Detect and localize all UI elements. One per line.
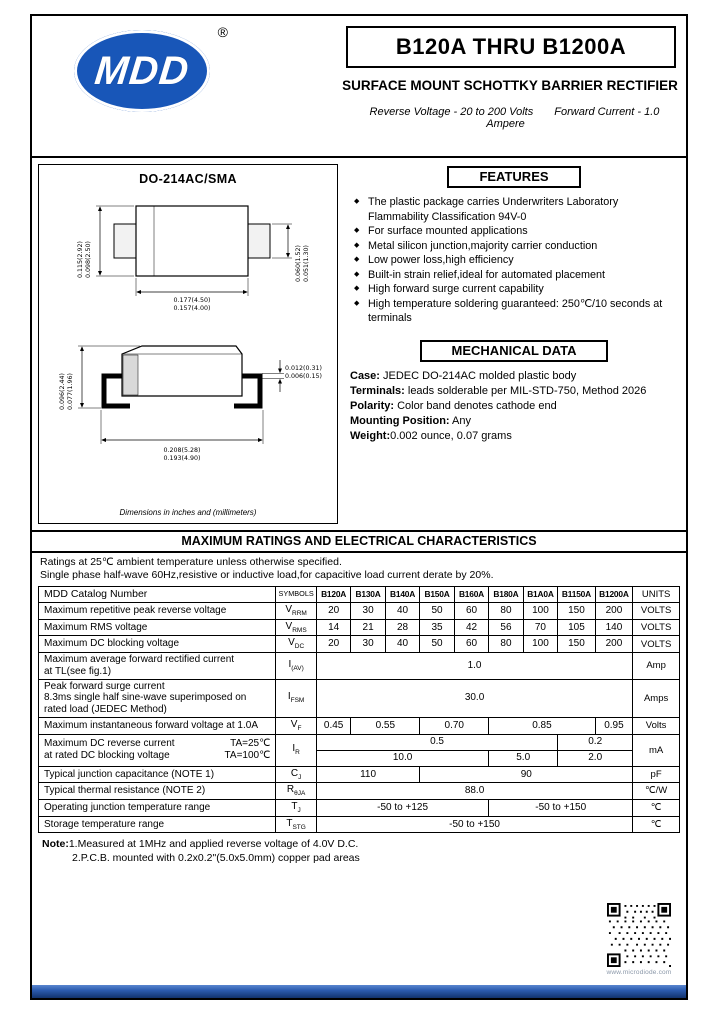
dim-label: 0.060(1.52) bbox=[295, 245, 302, 282]
value-cell: 140 bbox=[595, 619, 633, 636]
unit-cell: ℃ bbox=[633, 799, 680, 816]
param-cell: Maximum RMS voltage bbox=[39, 619, 276, 636]
param-cell: Operating junction temperature range bbox=[39, 799, 276, 816]
device-header: B120A bbox=[316, 587, 350, 603]
unit-cell: Amps bbox=[633, 679, 680, 717]
param-cell: Maximum instantaneous forward voltage at 1.0A bbox=[39, 717, 276, 734]
feature-item bbox=[354, 297, 678, 326]
qr-code bbox=[606, 903, 672, 976]
ratings-section-title: MAXIMUM RATINGS AND ELECTRICAL CHARACTERISTICS bbox=[32, 530, 686, 553]
symbol-cell: $I_{FSM}$ bbox=[276, 679, 317, 717]
unit-cell: ℃/W bbox=[633, 783, 680, 800]
dim-label: 0.077(1.96) bbox=[67, 373, 74, 410]
spec-row-tstg bbox=[39, 816, 680, 833]
spec-row-iav bbox=[39, 652, 680, 679]
symbol-cell: $V_{RRM}$ bbox=[276, 603, 317, 620]
param-cell: Maximum repetitive peak reverse voltage bbox=[39, 603, 276, 620]
value-cell: 35 bbox=[420, 619, 454, 636]
feature-text: High forward surge current capability bbox=[368, 283, 544, 295]
mech-text: 0.002 ounce, 0.07 grams bbox=[390, 429, 512, 442]
dim-label: 0.208(5.28) bbox=[163, 447, 201, 454]
product-subtitle: SURFACE MOUNT SCHOTTKY BARRIER RECTIFIER bbox=[342, 78, 678, 93]
value-cell: 30.0 bbox=[316, 679, 632, 717]
value-cell: 110 bbox=[316, 766, 419, 783]
value-cell: 150 bbox=[558, 636, 596, 653]
diamond-bullet-icon: ◆ bbox=[354, 285, 360, 292]
part-number-title: B120A THRU B1200A bbox=[395, 34, 627, 59]
note-label: Note: bbox=[42, 838, 69, 851]
mech-text: JEDEC DO-214AC molded plastic body bbox=[379, 369, 577, 382]
param-cell: Maximum average forward rectified current at TL(see fig.1) bbox=[39, 652, 276, 679]
mechanical-data-list bbox=[350, 369, 678, 444]
symbol-cell: $V_{DC}$ bbox=[276, 636, 317, 653]
mech-label: Weight: bbox=[350, 429, 391, 442]
tagline-forward-current: Forward Current - 1.0 Ampere bbox=[486, 106, 660, 130]
unit-cell: ℃ bbox=[633, 816, 680, 833]
features-title: FEATURES bbox=[479, 169, 549, 184]
header bbox=[32, 16, 686, 158]
footnotes bbox=[32, 833, 686, 865]
mechanical-row bbox=[350, 429, 678, 444]
package-drawing-panel bbox=[38, 164, 338, 524]
mechanical-row bbox=[350, 399, 678, 414]
diamond-bullet-icon: ◆ bbox=[354, 241, 360, 249]
value-cell: 21 bbox=[351, 619, 385, 636]
diamond-bullet-icon: ◆ bbox=[354, 299, 360, 307]
unit-cell: pF bbox=[633, 766, 680, 783]
param-cell: Typical junction capacitance (NOTE 1) bbox=[39, 766, 276, 783]
device-header: B130A bbox=[351, 587, 385, 603]
website-url: www.microdiode.com bbox=[606, 969, 672, 976]
feature-item bbox=[354, 253, 678, 268]
value-cell: 0.85 bbox=[489, 717, 595, 734]
value-cell: -50 to +125 bbox=[316, 799, 488, 816]
spec-row-vrrm bbox=[39, 603, 680, 620]
value-cell: 0.5 bbox=[316, 734, 557, 750]
value-cell: 30 bbox=[351, 603, 385, 620]
value-cell: 56 bbox=[489, 619, 523, 636]
spec-row-rthja bbox=[39, 783, 680, 800]
value-cell: 90 bbox=[420, 766, 633, 783]
value-cell: 0.45 bbox=[316, 717, 350, 734]
symbol-cell: $V_{RMS}$ bbox=[276, 619, 317, 636]
device-header: B1A0A bbox=[523, 587, 557, 603]
value-cell: 60 bbox=[454, 603, 488, 620]
param-cell: Peak forward surge current 8.3ms single half sine-wave superimposed on rated load (JEDEC Method) bbox=[39, 679, 276, 717]
value-cell: 150 bbox=[558, 603, 596, 620]
symbol-cell: $T_J$ bbox=[276, 799, 317, 816]
units-header: UNITS bbox=[633, 587, 680, 603]
value-cell: 2.0 bbox=[558, 750, 633, 766]
logo-text: MDD bbox=[92, 49, 192, 93]
package-body bbox=[122, 346, 242, 396]
feature-item bbox=[354, 195, 678, 224]
feature-item bbox=[354, 224, 678, 239]
tagline bbox=[338, 106, 682, 130]
table-header-row bbox=[39, 587, 680, 603]
spec-row-vf bbox=[39, 717, 680, 734]
value-cell: 20 bbox=[316, 603, 350, 620]
feature-item bbox=[354, 282, 678, 297]
value-cell: 80 bbox=[489, 636, 523, 653]
feature-item bbox=[354, 268, 678, 283]
feature-text: Low power loss,high efficiency bbox=[368, 254, 514, 266]
param-cell: Storage temperature range bbox=[39, 816, 276, 833]
symbol-cell: $T_{STG}$ bbox=[276, 816, 317, 833]
part-number-title-box bbox=[346, 26, 676, 68]
mechanical-data-heading bbox=[420, 340, 609, 362]
mech-text: leads solderable per MIL-STD-750, Method 2026 bbox=[404, 384, 647, 397]
value-cell: 100 bbox=[523, 603, 557, 620]
features-heading bbox=[447, 166, 580, 188]
value-cell: 14 bbox=[316, 619, 350, 636]
package-body bbox=[136, 206, 248, 276]
anode-lead bbox=[114, 224, 136, 258]
spec-row-ir bbox=[39, 734, 680, 750]
mechanical-row bbox=[350, 369, 678, 384]
dim-label: 0.177(4.50) bbox=[173, 297, 211, 304]
unit-cell: Volts bbox=[633, 717, 680, 734]
ratings-note-1: Ratings at 25℃ ambient temperature unless otherwise specified. bbox=[40, 556, 342, 568]
dim-label: 0.051(1.30) bbox=[303, 245, 310, 282]
spec-row-vrms bbox=[39, 619, 680, 636]
mechanical-row bbox=[350, 384, 678, 399]
device-header: B160A bbox=[454, 587, 488, 603]
value-cell: 28 bbox=[385, 619, 419, 636]
value-cell: -50 to +150 bbox=[489, 799, 633, 816]
dim-label: 0.115(2.92) bbox=[77, 241, 84, 278]
cathode-lead bbox=[248, 224, 270, 258]
ratings-note-2: Single phase half-wave 60Hz,resistive or inductive load,for capacitive load current derate by 20%. bbox=[40, 569, 494, 581]
feature-text: Metal silicon junction,majority carrier conduction bbox=[368, 239, 598, 252]
package-top-view-drawing bbox=[44, 188, 332, 316]
value-cell: 42 bbox=[454, 619, 488, 636]
value-cell: 88.0 bbox=[316, 783, 632, 800]
mech-label: Polarity: bbox=[350, 399, 395, 412]
catalog-header: MDD Catalog Number bbox=[39, 587, 276, 603]
unit-cell: Amp bbox=[633, 652, 680, 679]
param-cell: Maximum DC blocking voltage bbox=[39, 636, 276, 653]
value-cell: 50 bbox=[420, 636, 454, 653]
value-cell: 10.0 bbox=[316, 750, 488, 766]
value-cell: 50 bbox=[420, 603, 454, 620]
footnote-1: Note:1.Measured at 1MHz and applied reverse voltage of 4.0V D.C. bbox=[42, 838, 359, 851]
feature-text: Built-in strain relief,ideal for automated placement bbox=[368, 268, 606, 281]
page-frame bbox=[30, 14, 688, 1000]
cathode-band bbox=[123, 355, 138, 395]
mechanical-data-title: MECHANICAL DATA bbox=[451, 342, 577, 358]
middle-section bbox=[32, 158, 686, 530]
unit-cell: VOLTS bbox=[633, 603, 680, 620]
value-cell: 20 bbox=[316, 636, 350, 653]
dim-label: 0.098(2.50) bbox=[85, 241, 92, 278]
symbol-cell: $R_{\theta JA}$ bbox=[276, 783, 317, 800]
symbol-cell: $I_R$ bbox=[276, 734, 317, 766]
device-header: B150A bbox=[420, 587, 454, 603]
value-cell: -50 to +150 bbox=[316, 816, 632, 833]
dim-label: 0.006(0.15) bbox=[285, 373, 322, 380]
spec-row-vdc bbox=[39, 636, 680, 653]
unit-cell: VOLTS bbox=[633, 636, 680, 653]
mech-label: Mounting Position: bbox=[350, 414, 450, 427]
unit-cell: VOLTS bbox=[633, 619, 680, 636]
value-cell: 100 bbox=[523, 636, 557, 653]
symbol-cell: $C_J$ bbox=[276, 766, 317, 783]
qr-code-image bbox=[607, 903, 671, 967]
unit-cell: mA bbox=[633, 734, 680, 766]
value-cell: 0.95 bbox=[595, 717, 633, 734]
diamond-bullet-icon: ◆ bbox=[354, 270, 360, 278]
symbols-header: SYMBOLS bbox=[276, 587, 317, 603]
features-list bbox=[350, 195, 678, 326]
device-header: B180A bbox=[489, 587, 523, 603]
registered-trademark-icon: ® bbox=[217, 24, 228, 40]
ratings-conditions bbox=[32, 553, 686, 586]
value-cell: 200 bbox=[595, 603, 633, 620]
value-cell: 1.0 bbox=[316, 652, 632, 679]
value-cell: 0.2 bbox=[558, 734, 633, 750]
value-cell: 60 bbox=[454, 636, 488, 653]
ratings-table bbox=[38, 586, 680, 833]
symbol-cell: $I_{(AV)}$ bbox=[276, 652, 317, 679]
device-header: B140A bbox=[385, 587, 419, 603]
package-side-view-drawing bbox=[44, 318, 332, 468]
mech-label: Terminals: bbox=[350, 384, 405, 397]
feature-text: High temperature soldering guaranteed: 250℃/10 seconds at terminals bbox=[368, 297, 663, 324]
param-cell: Maximum DC reverse current TA=25℃ at rated DC blocking voltage TA=100℃ bbox=[39, 734, 276, 766]
feature-text: For surface mounted applications bbox=[368, 225, 528, 237]
device-header: B1200A bbox=[595, 587, 633, 603]
value-cell: 40 bbox=[385, 603, 419, 620]
mech-label: Case: bbox=[350, 369, 380, 382]
diamond-bullet-icon: ◆ bbox=[354, 227, 360, 234]
dim-label: 0.096(2.44) bbox=[59, 373, 66, 410]
tagline-reverse-voltage: Reverse Voltage - 20 to 200 Volts bbox=[369, 106, 534, 118]
feature-text: The plastic package carries Underwriters Laboratory Flammability Classification 94V-0 bbox=[368, 196, 619, 223]
spec-row-tj bbox=[39, 799, 680, 816]
value-cell: 80 bbox=[489, 603, 523, 620]
value-cell: 0.55 bbox=[351, 717, 420, 734]
value-cell: 40 bbox=[385, 636, 419, 653]
footnote-2: 2.P.C.B. mounted with 0.2x0.2"(5.0x5.0mm) copper pad areas bbox=[72, 852, 360, 865]
dim-label: 0.157(4.00) bbox=[173, 305, 211, 312]
value-cell: 5.0 bbox=[489, 750, 558, 766]
param-cell: Typical thermal resistance (NOTE 2) bbox=[39, 783, 276, 800]
right-column bbox=[338, 158, 686, 530]
spec-row-ifsm bbox=[39, 679, 680, 717]
value-cell: 70 bbox=[523, 619, 557, 636]
value-cell: 0.70 bbox=[420, 717, 489, 734]
device-header: B1150A bbox=[558, 587, 596, 603]
value-cell: 105 bbox=[558, 619, 596, 636]
feature-item bbox=[354, 239, 678, 254]
mech-text: Any bbox=[449, 414, 471, 427]
mech-text: Color band denotes cathode end bbox=[394, 399, 557, 412]
diamond-bullet-icon: ◆ bbox=[354, 198, 360, 205]
diamond-bullet-icon: ◆ bbox=[354, 256, 360, 263]
symbol-cell: $V_F$ bbox=[276, 717, 317, 734]
dim-label: 0.193(4.90) bbox=[163, 455, 201, 462]
spec-row-cj bbox=[39, 766, 680, 783]
package-name: DO-214AC/SMA bbox=[139, 172, 237, 186]
dimensions-note: Dimensions in inches and (millimeters) bbox=[119, 508, 257, 517]
mechanical-row bbox=[350, 414, 678, 429]
value-cell: 200 bbox=[595, 636, 633, 653]
dim-label: 0.012(0.31) bbox=[285, 365, 322, 372]
mdd-logo bbox=[74, 24, 228, 112]
value-cell: 30 bbox=[351, 636, 385, 653]
footer-bar bbox=[32, 985, 686, 998]
